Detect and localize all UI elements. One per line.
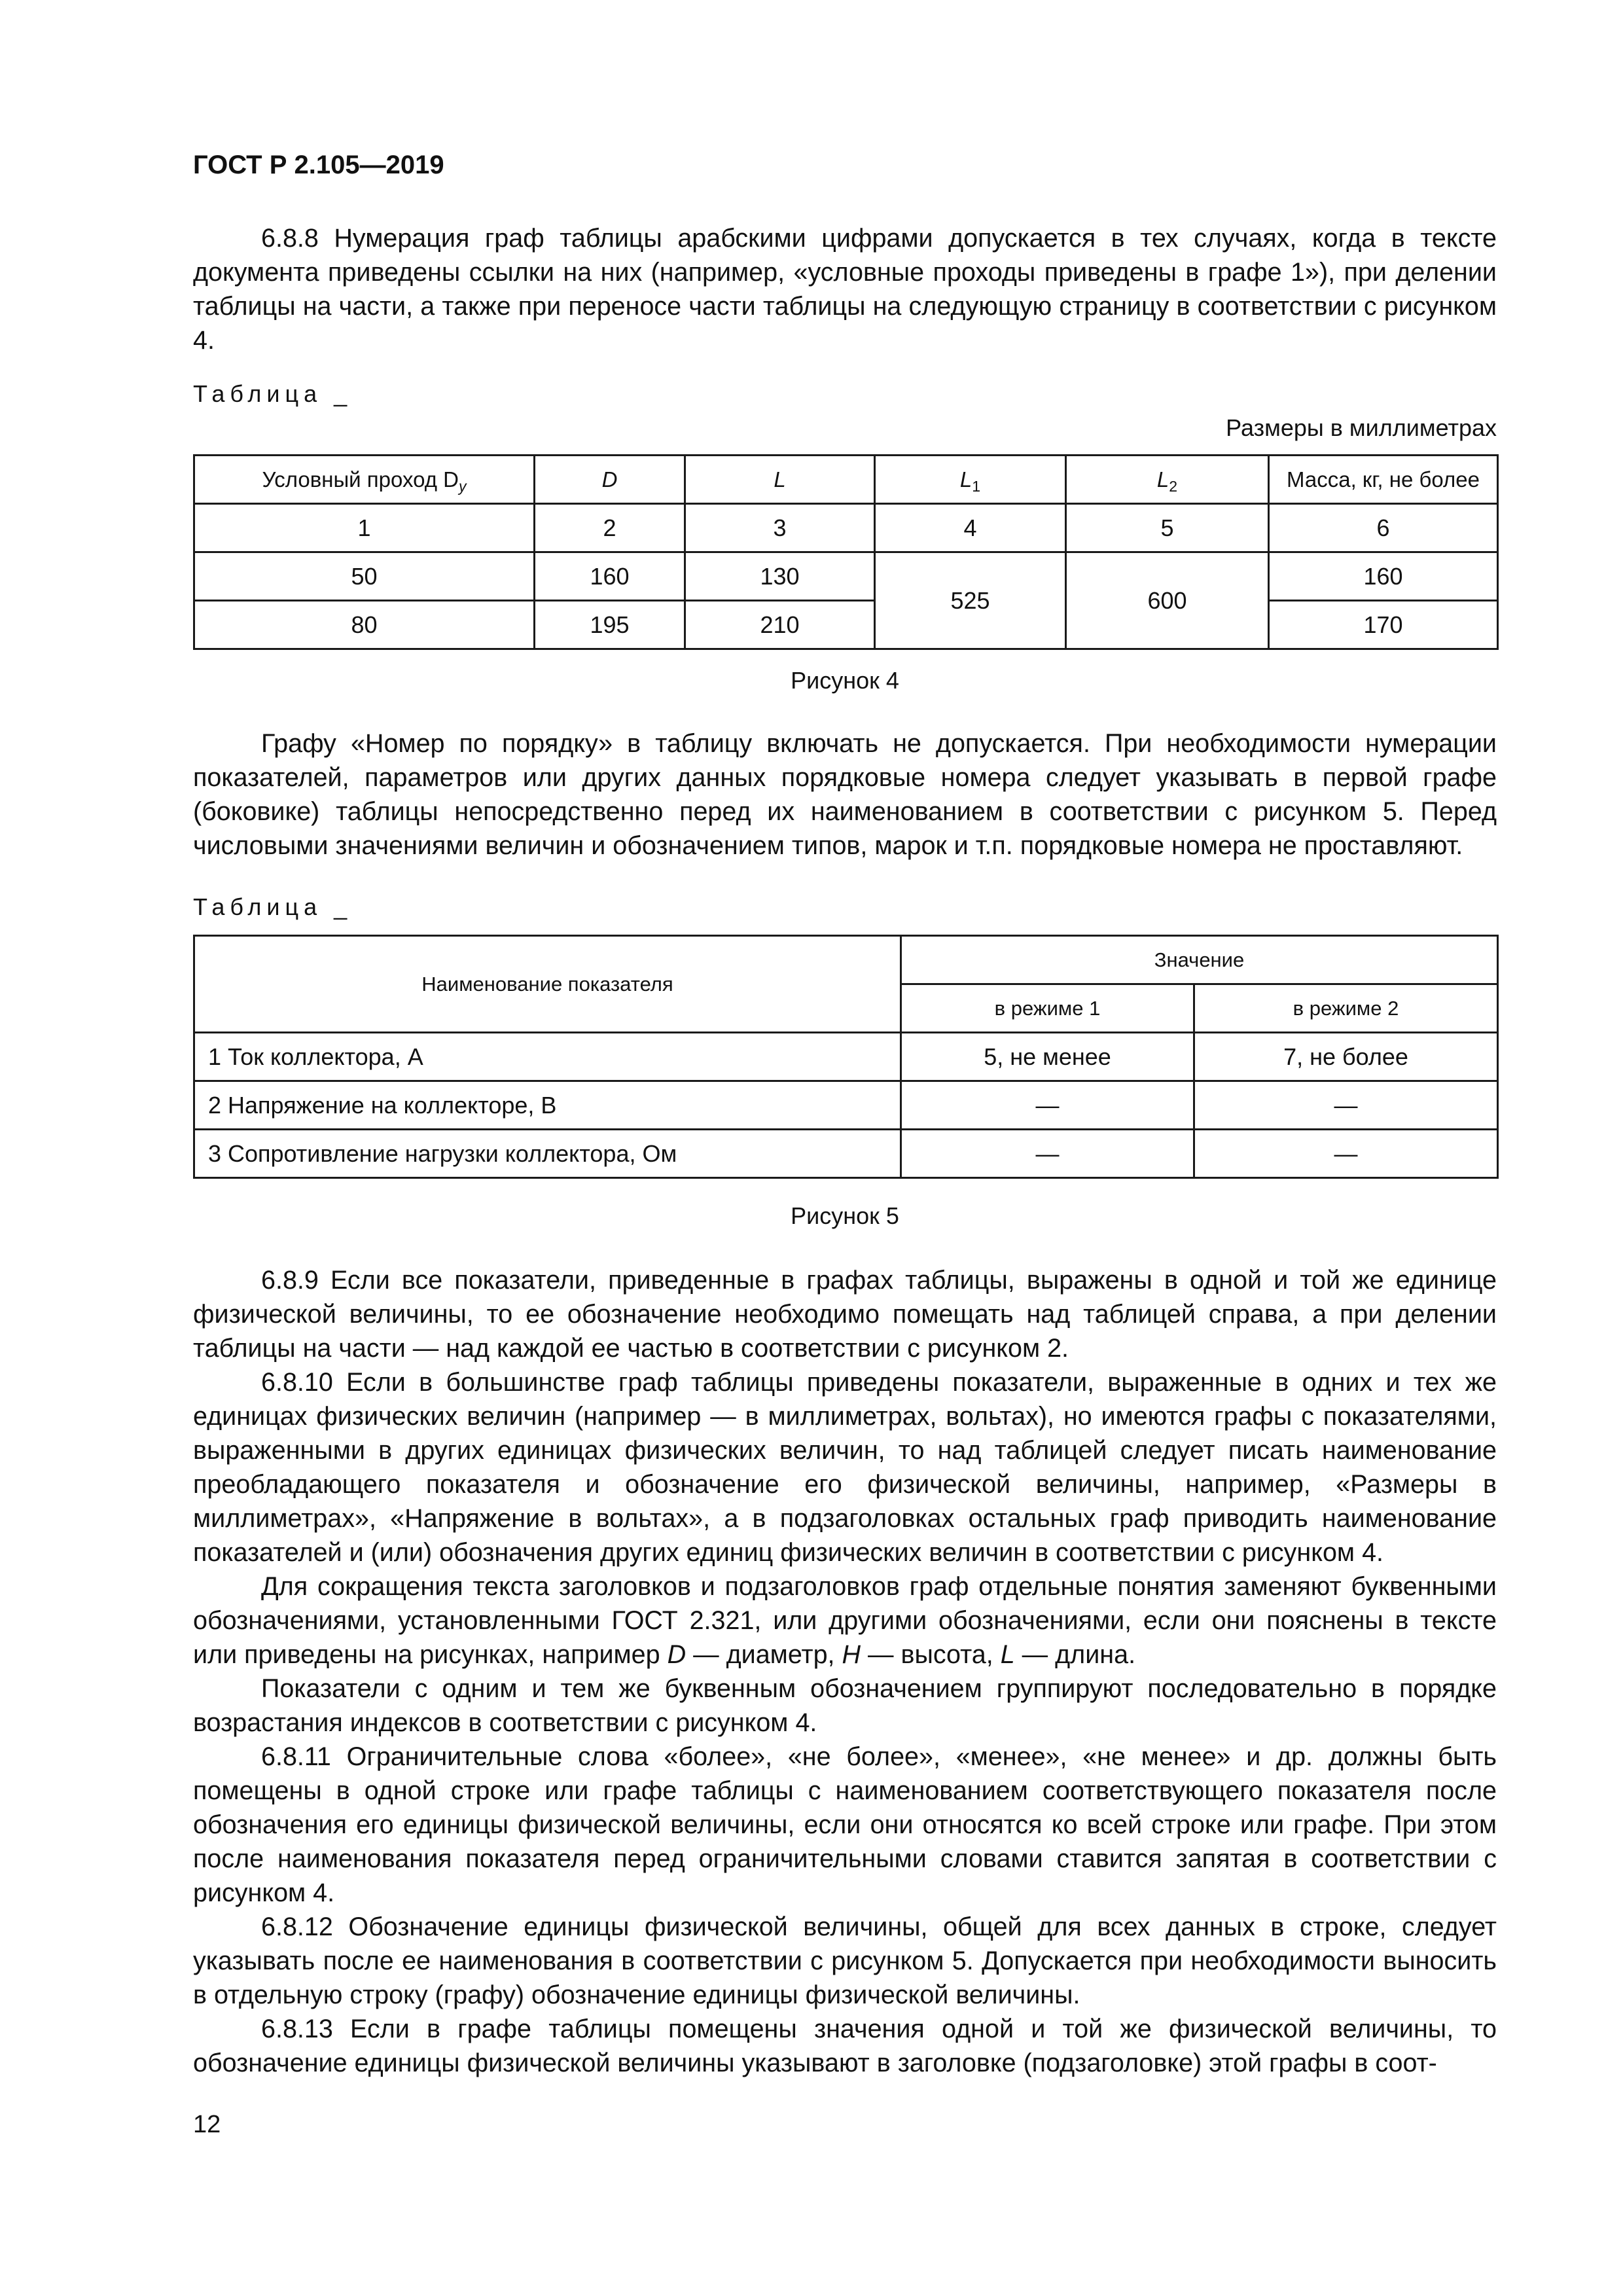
cell-indicator-name: 2 Напряжение на коллекторе, В [194,1081,901,1130]
table-row [194,552,1498,601]
table-figure-4 [193,454,1499,650]
paragraph-6-8-10: 6.8.10 Если в большинстве граф таблицы приведены показатели, выраженные в одних и тех же единицах физических величин (например — в миллиметрах, вольтах), но имеются графы с показателями, выраженными в других единицах физических величин, то над таблицей следует писать наименование преобладающего показателя и обозначение его физической величины, например, «Размеры в миллиметрах», «Напряжение в вольтах», а в подзаголовках остальных граф приводить наименование показателей и (или) обозначения других единиц физических величин в соответствии с рисунком 4. [193,1368,1497,1567]
column-number: 3 [685,504,875,552]
paragraph-6-8-8: 6.8.8 Нумерация граф таблицы арабскими цифрами допускается в тех случаях, когда в тексте документа приведены ссылки на них (например, «условные проходы приведены в графе 1»), при делении таблицы на части, а также при переносе части таблицы на следующую страницу в соответствии с рисунком 4. [193,224,1497,355]
symbol-l: L [1000,1640,1015,1669]
symbol-d-meaning: — диаметр, [686,1640,842,1669]
cell-mode-1: — [901,1081,1194,1130]
paragraph-6-8-11: 6.8.11 Ограничительные слова «более», «не более», «менее», «не менее» и др. должны быть помещены в одной строке или графе таблицы с наименованием соответствующего показателя после обозначения его единицы физической величины, если они относятся ко всей строке или графе. При этом после наименования показателя перед ограничительными словами ставится запятая в соответствии с рисунком 4. [193,1742,1497,1907]
header-nominal-bore [194,456,535,504]
table-figure-5 [193,935,1499,1179]
column-number: 5 [1066,504,1269,552]
table2-label: Таблица _ [193,893,353,920]
table2-header-row [194,936,1498,984]
table1-label: Таблица _ [193,380,353,407]
header-nominal-bore-text: Условный проход D [262,467,459,492]
header-indicator-name: Наименование показателя [194,936,901,1033]
header-l2 [1066,456,1269,504]
paragraph-6-8-12: 6.8.12 Обозначение единицы физической величины, общей для всех данных в строке, следует указывать после ее наименования в соответствии с рисунком 5. Допускается при необходимости выносить в отдельную строку (графу) обозначение единицы физической величины. [193,1912,1497,2009]
paragraph-grouping: Показатели с одним и тем же буквенным обозначением группируют последовательно в порядке возрастания индексов в соответствии с рисунком 4. [193,1674,1497,1737]
figure-4-caption: Рисунок 4 [791,667,899,694]
cell-d: 160 [535,552,685,601]
cell-l: 130 [685,552,875,601]
table-row [194,1081,1498,1130]
cell-mode-2: — [1194,1130,1498,1178]
cell-indicator-name: 3 Сопротивление нагрузки коллектора, Ом [194,1130,901,1178]
abbreviations-text: Для сокращения текста заголовков и подзаголовков граф отдельные понятия заменяют буквенными обозначениями, установленными ГОСТ 2.321, или другими обозначениями, если они пояснены в тексте или приведены на рисунках, например [193,1572,1497,1669]
cell-l1-merged: 525 [875,552,1066,649]
header-l2-subscript: 2 [1169,477,1178,495]
cell-l2-merged: 600 [1066,552,1269,649]
section-6-8-8 [193,221,1497,357]
cell-dy: 80 [194,601,535,649]
paragraph-numbering: Графу «Номер по порядку» в таблицу включать не допускается. При необходимости нумерации показателей, параметров или других данных порядковые номера следует указывать в первой графе (боковике) таблицы непосредственно перед их наименованием в соответствии с рисунком 5. Перед числовыми значениями величин и обозначением типов, марок и т.п. порядковые номера не проставляют. [193,729,1497,860]
cell-mode-2: — [1194,1081,1498,1130]
cell-mode-2: 7, не более [1194,1033,1498,1081]
section-numbering [193,726,1497,863]
header-value: Значение [901,936,1498,984]
section-body [193,1263,1497,2080]
header-l1 [875,456,1066,504]
cell-d: 195 [535,601,685,649]
table-row [194,601,1498,649]
cell-l: 210 [685,601,875,649]
paragraph-abbreviations [193,1570,1497,1672]
symbol-h-meaning: — высота, [861,1640,1001,1669]
table-row [194,1033,1498,1081]
column-number: 6 [1269,504,1498,552]
table-row [194,1130,1498,1178]
cell-mass: 160 [1269,552,1498,601]
header-mass: Масса, кг, не более [1269,456,1498,504]
header-l: L [685,456,875,504]
header-l1-text: L [959,467,972,492]
symbol-l-meaning: — длина. [1014,1640,1136,1669]
paragraph-6-8-9: 6.8.9 Если все показатели, приведенные в графах таблицы, выражены в одной и той же единице физической величины, то ее обозначение необходимо помещать над таблицей справа, а при делении таблицы на части — над каждой ее частью в соответствии с рисунком 2. [193,1266,1497,1363]
header-mode-2: в режиме 2 [1194,984,1498,1033]
column-number: 1 [194,504,535,552]
header-l2-text: L [1156,467,1169,492]
cell-mode-1: 5, не менее [901,1033,1194,1081]
table1-number-row [194,504,1498,552]
symbol-d: D [667,1640,687,1669]
header-mode-1: в режиме 1 [901,984,1194,1033]
cell-mode-1: — [901,1130,1194,1178]
header-l1-subscript: 1 [972,477,981,495]
page-number: 12 [193,2111,221,2138]
cell-dy: 50 [194,552,535,601]
table1-header-row [194,456,1498,504]
column-number: 2 [535,504,685,552]
table1-units-note: Размеры в миллиметрах [1226,414,1497,441]
cell-mass: 170 [1269,601,1498,649]
paragraph-6-8-13: 6.8.13 Если в графе таблицы помещены значения одной и той же физической величины, то обозначение единицы физической величины указывают в заголовке (подзаголовке) этой графы в соот- [193,2015,1497,2077]
document-code: ГОСТ Р 2.105—2019 [193,151,444,179]
symbol-h: H [842,1640,861,1669]
header-nominal-bore-subscript: y [458,477,467,495]
cell-indicator-name: 1 Ток коллектора, А [194,1033,901,1081]
column-number: 4 [875,504,1066,552]
figure-5-caption: Рисунок 5 [791,1202,899,1229]
header-d: D [535,456,685,504]
